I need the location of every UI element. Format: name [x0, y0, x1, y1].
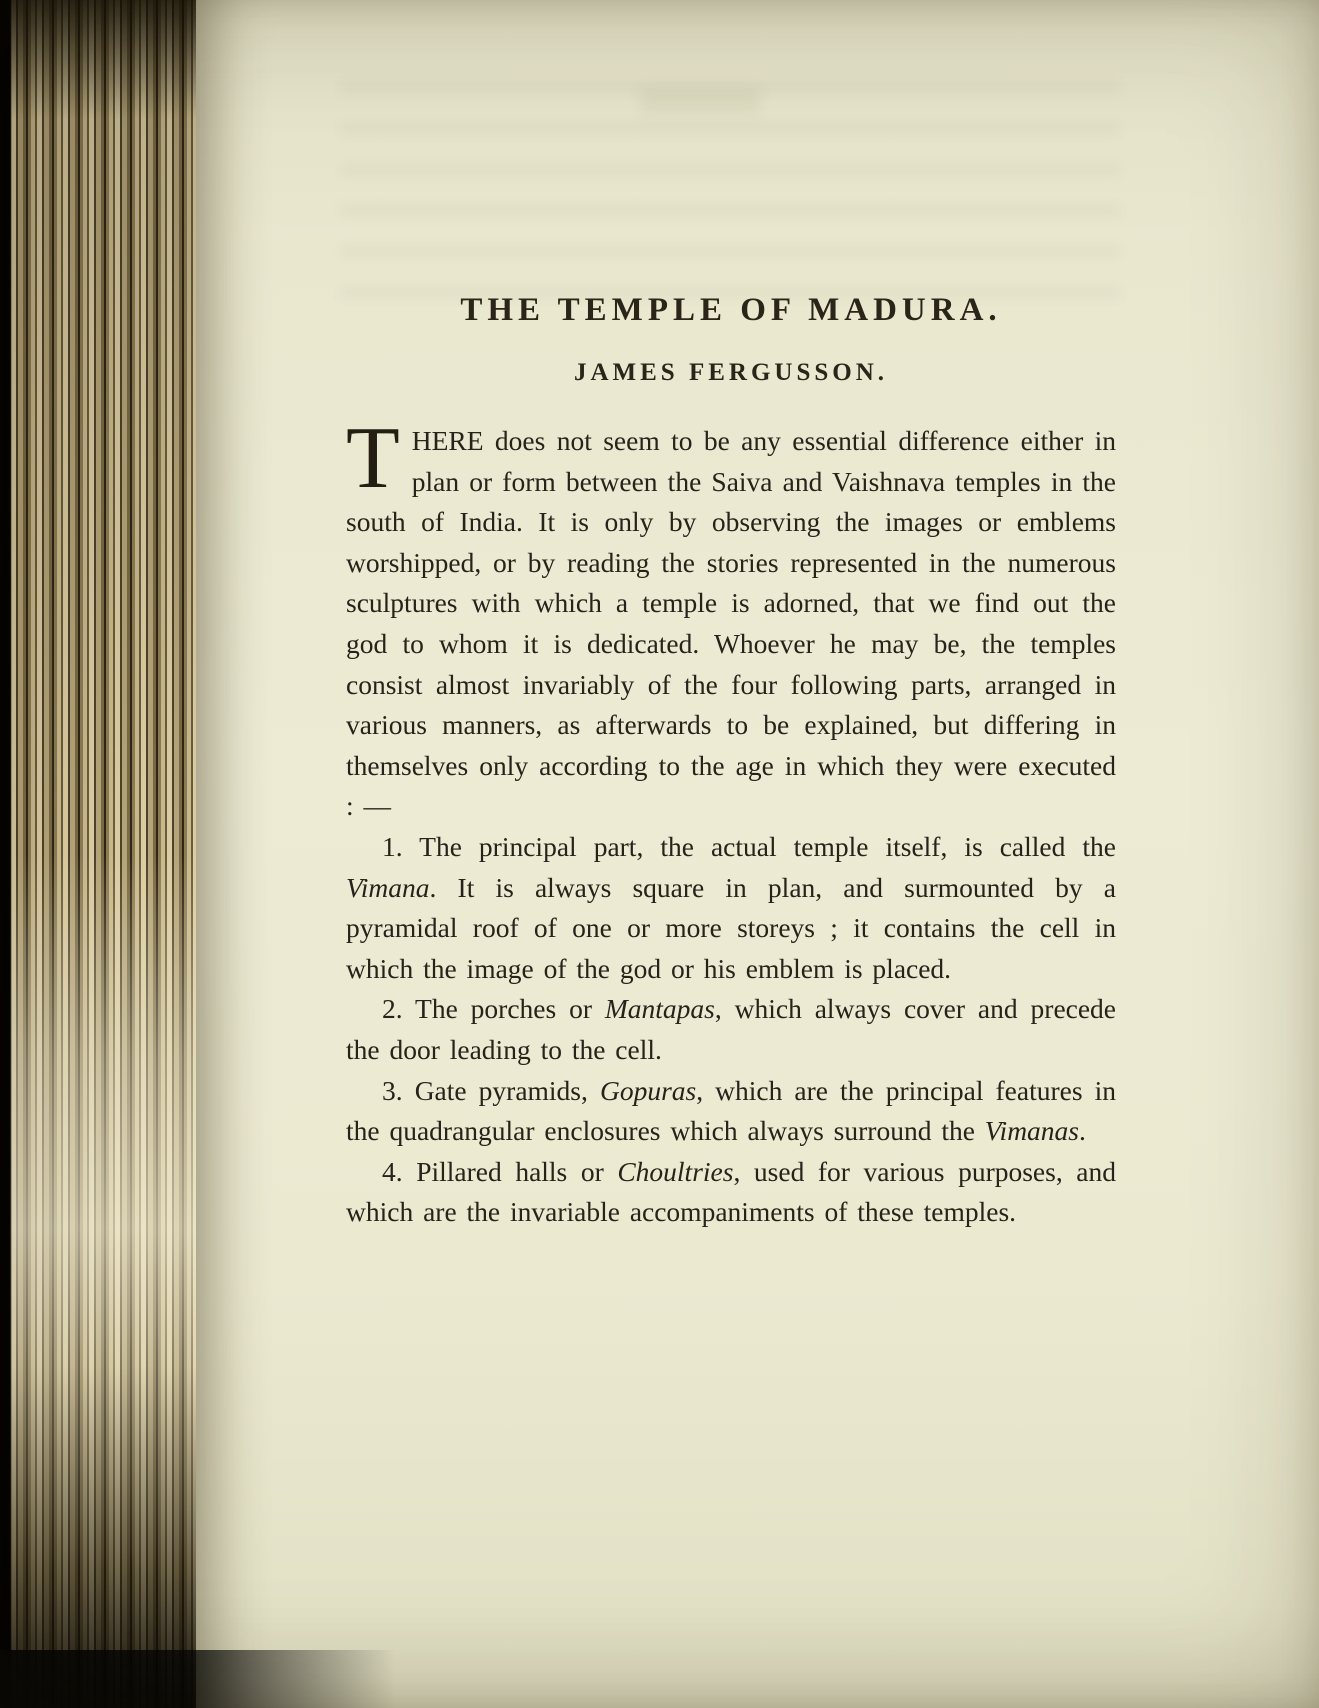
- book-page: [196, 0, 1319, 1708]
- paragraph-text: 1. The principal part, the actual temple itself, is called the Vimana. It is always square in plan, and surmounted by a pyramidal roof of one or more storeys ; it contains the cell in which the image of the god or his emblem is placed.: [346, 830, 1116, 984]
- paragraph-item-3: [346, 1071, 1116, 1152]
- paragraph-text: HERE does not seem to be any essential difference either in plan or form between the Saiva and Vaishnava temples in the south of India. It is only by observing the images or emblems worshipped, or by reading the stories represented in the numerous sculptures with which a temple is adorned, that we find out the god to whom it is dedicated. Whoever he may be, the temples consist almost invariably of the four following parts, arranged in various manners, as afterwards to be explained, but differing in themselves only according to the age in which they were executed : —: [346, 425, 1116, 822]
- paragraph-text: 2. The porches or Mantapas, which always cover and precede the door leading to the cell.: [346, 993, 1117, 1065]
- drop-cap-letter: T: [346, 410, 400, 507]
- paragraph-text: 4. Pillared halls or Choultries, used for various purposes, and which are the invariable accompaniments of these temples.: [346, 1155, 1116, 1228]
- page-content: [346, 0, 1116, 1233]
- page-title: THE TEMPLE OF MADURA.: [460, 292, 1002, 328]
- author-byline: JAMES FERGUSSON.: [573, 359, 889, 386]
- paragraph-item-1: [346, 827, 1116, 989]
- paragraph-item-4: [346, 1152, 1116, 1233]
- paragraph-item-2: [346, 989, 1116, 1070]
- page-edges: [0, 0, 196, 1708]
- book-block-shadow: [0, 1650, 430, 1708]
- paragraph-intro: [346, 410, 1116, 827]
- paragraph-text: 3. Gate pyramids, Gopuras, which are the principal features in the quadrangular enclosures which always surround the Vimanas.: [346, 1074, 1116, 1147]
